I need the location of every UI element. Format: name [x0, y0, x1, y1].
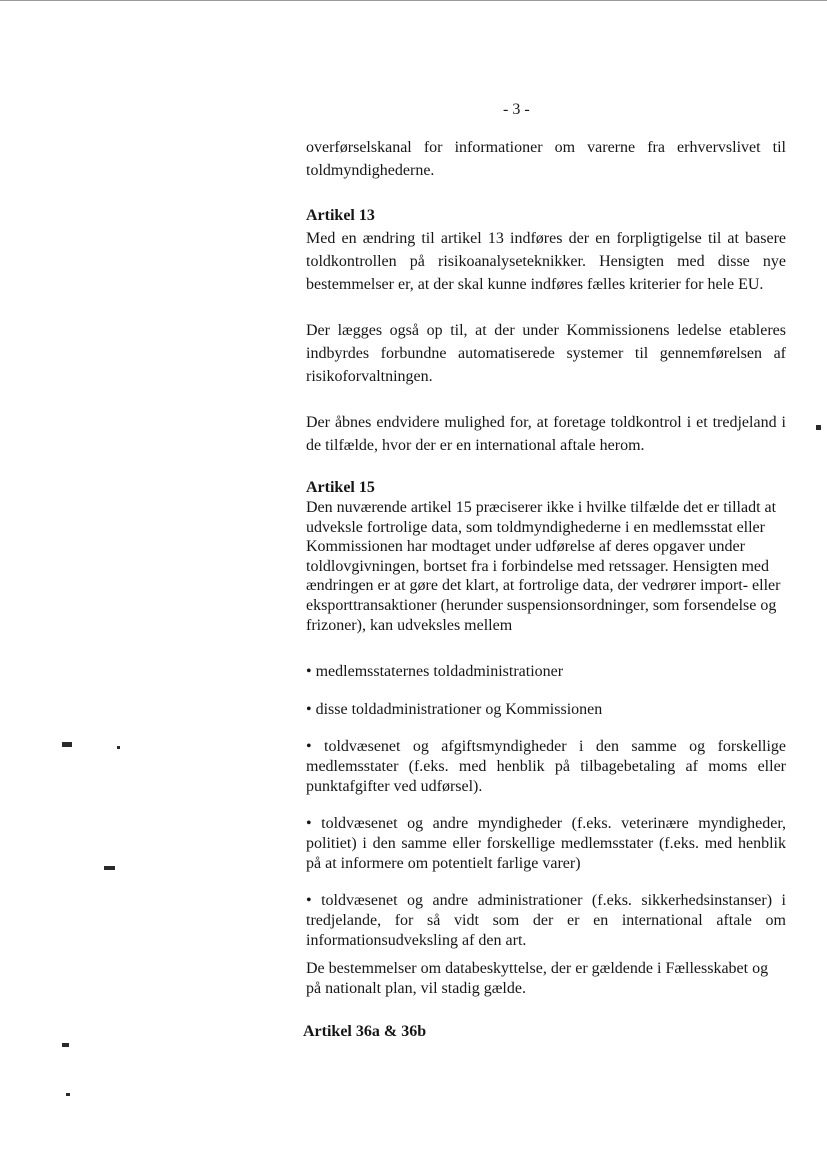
- page-number: - 3 -: [503, 101, 530, 118]
- scan-speck: [66, 1093, 70, 1096]
- scan-speck: [117, 746, 120, 749]
- article-15-paragraph: Den nuværende artikel 15 præciserer ikke i hvilke tilfælde det er tilladt at udveksle fortrolige data, som toldmyndighederne i en medlemsstat eller Kommissionen har modtaget under udførelse af deres opgaver under toldlovgivningen, bortset fra i forbindelse med retssager. Hensigten med ændringen er at gøre det klart, at fortrolige data, der vedrører import- eller eksporttransaktioner (herunder suspensionsordninger, som forsendelse og frizoner), kan udveksles mellem: [306, 499, 781, 634]
- article-36-heading: Artikel 36a & 36b: [303, 1023, 427, 1041]
- scan-speck: [62, 742, 72, 747]
- bullet-item: • disse toldadministrationer og Kommissionen: [306, 701, 603, 719]
- article-13-heading: Artikel 13: [306, 207, 375, 224]
- article-13-paragraph-2: Der lægges også op til, at der under Kommissionens ledelse etableres indbyrdes forbundne automatiserede systemer til gennemførelsen af risikoforvaltningen.: [306, 322, 786, 385]
- article-13-paragraph-3: Der åbnes endvidere mulighed for, at foretage toldkontrol i et tredjeland i de tilfælde, hvor der er en international aftale herom.: [306, 414, 786, 454]
- scan-edge: [0, 0, 827, 7]
- article-13-paragraph-1: Med en ændring til artikel 13 indføres der en forpligtigelse til at basere toldkontrollen på risikoanalyseteknikker. Hensigten med disse nye bestemmelser er, at der skal kunne indføres fælles kriterier for hele EU.: [306, 230, 786, 293]
- scan-speck: [816, 425, 821, 430]
- bullet-item: • toldvæsenet og andre administrationer (f.eks. sikkerhedsinstanser) i tredjelande, for så vidt som der er en international aftale om informationsudveksling af den art.: [306, 892, 786, 950]
- intro-paragraph: overførselskanal for informationer om varerne fra erhvervslivet til toldmyndighederne.: [306, 139, 786, 179]
- scan-speck: [104, 866, 115, 870]
- article-15-heading: Artikel 15: [306, 479, 375, 496]
- bullet-item: • toldvæsenet og afgiftsmyndigheder i den samme og forskellige medlemsstater (f.eks. med henblik på tilbagebetaling af moms eller punktafgifter ved udførsel).: [306, 738, 786, 796]
- main-column: [303, 136, 786, 1043]
- scan-speck: [62, 1043, 69, 1047]
- bullet-item: • toldvæsenet og andre myndigheder (f.eks. veterinære myndigheder, politiet) i den samme eller forskellige medlemsstater (f.eks. med henblik på at informere om potentielt farlige varer): [306, 815, 786, 873]
- bullet-item: • medlemsstaternes toldadministrationer: [306, 663, 564, 681]
- data-protection-paragraph: De bestemmelser om databeskyttelse, der er gældende i Fællesskabet og på nationalt plan, vil stadig gælde.: [306, 960, 769, 998]
